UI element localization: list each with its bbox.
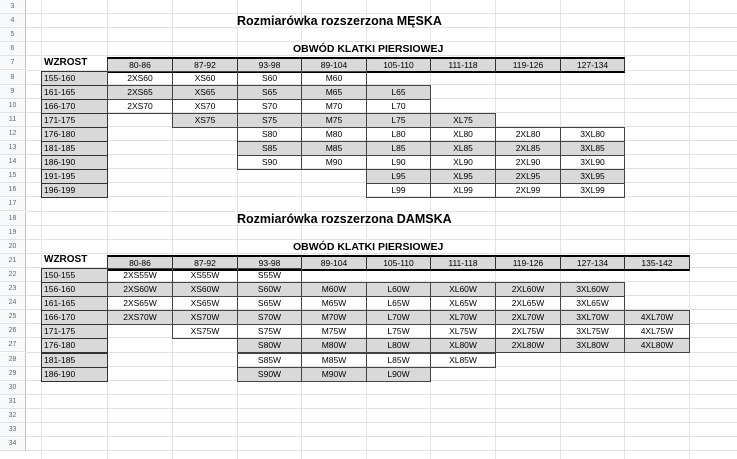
gridline-horizontal xyxy=(26,422,737,423)
women-chest-header: 93-98 xyxy=(237,255,302,271)
women-size-cell[interactable]: L65W xyxy=(366,296,431,311)
row-number[interactable]: 17 xyxy=(0,197,26,211)
women-size-cell[interactable]: M60W xyxy=(301,282,367,297)
men-size-cell[interactable]: S65 xyxy=(237,85,302,100)
women-size-cell[interactable]: 2XS65W xyxy=(107,296,173,311)
row-number[interactable]: 9 xyxy=(0,85,26,99)
men-chest-header: 127-134 xyxy=(560,57,625,73)
men-size-cell[interactable]: M60 xyxy=(301,71,367,86)
row-number[interactable]: 31 xyxy=(0,395,26,409)
men-size-cell[interactable]: M90 xyxy=(301,155,367,170)
row-number[interactable]: 27 xyxy=(0,338,26,352)
row-number[interactable]: 24 xyxy=(0,296,26,310)
women-height-cell: 156-160 xyxy=(41,282,108,297)
women-size-cell[interactable]: XL80W xyxy=(430,338,496,353)
women-size-cell[interactable]: XS60W xyxy=(172,282,238,297)
women-size-cell[interactable]: 3XL70W xyxy=(560,310,625,325)
men-size-cell[interactable]: S60 xyxy=(237,71,302,86)
women-size-cell[interactable]: 4XL80W xyxy=(624,338,690,353)
men-size-cell[interactable]: XL95 xyxy=(430,169,496,184)
women-height-label: WZROST xyxy=(44,254,88,266)
row-number[interactable]: 23 xyxy=(0,282,26,296)
men-size-cell[interactable]: XL99 xyxy=(430,183,496,198)
women-table-title: Rozmiarówka rozszerzona DAMSKA xyxy=(237,211,452,226)
men-chest-header: 89-104 xyxy=(301,57,367,73)
women-chest-header: 111-118 xyxy=(430,255,496,271)
men-size-cell[interactable]: 2XL90 xyxy=(495,155,561,170)
men-chest-header: 105-110 xyxy=(366,57,431,73)
women-chest-header: 135-142 xyxy=(624,255,690,271)
women-chest-header: 119-126 xyxy=(495,255,561,271)
men-height-cell: 161-165 xyxy=(41,85,108,100)
men-height-cell: 171-175 xyxy=(41,113,108,128)
women-height-cell: 171-175 xyxy=(41,324,108,339)
men-chest-header: 111-118 xyxy=(430,57,496,73)
row-number[interactable]: 6 xyxy=(0,42,26,56)
women-size-cell[interactable]: XL85W xyxy=(430,353,496,368)
men-size-cell[interactable]: L95 xyxy=(366,169,431,184)
women-size-cell[interactable]: S75W xyxy=(237,324,302,339)
row-number[interactable]: 8 xyxy=(0,71,26,85)
men-height-cell: 155-160 xyxy=(41,71,108,86)
men-size-cell[interactable]: 3XL99 xyxy=(560,183,625,198)
row-number[interactable]: 21 xyxy=(0,254,26,268)
men-size-cell[interactable]: 2XL85 xyxy=(495,141,561,156)
row-number[interactable]: 4 xyxy=(0,14,26,28)
men-size-cell[interactable]: XL90 xyxy=(430,155,496,170)
men-size-cell[interactable]: S70 xyxy=(237,99,302,114)
men-size-cell[interactable]: 2XL95 xyxy=(495,169,561,184)
women-chest-header: 127-134 xyxy=(560,255,625,271)
women-size-cell[interactable]: M80W xyxy=(301,338,367,353)
women-size-cell[interactable]: 3XL60W xyxy=(560,282,625,297)
men-height-cell: 186-190 xyxy=(41,155,108,170)
men-size-cell[interactable]: M80 xyxy=(301,127,367,142)
women-chest-header: 105-110 xyxy=(366,255,431,271)
women-size-cell[interactable]: 2XL65W xyxy=(495,296,561,311)
row-number[interactable]: 14 xyxy=(0,155,26,169)
women-size-cell[interactable]: XS65W xyxy=(172,296,238,311)
men-size-cell[interactable]: L90 xyxy=(366,155,431,170)
row-number[interactable]: 33 xyxy=(0,423,26,437)
row-number[interactable]: 12 xyxy=(0,127,26,141)
women-size-cell[interactable]: 4XL70W xyxy=(624,310,690,325)
row-number[interactable]: 10 xyxy=(0,99,26,113)
women-size-cell[interactable]: M85W xyxy=(301,353,367,368)
women-size-cell[interactable]: XL75W xyxy=(430,324,496,339)
women-size-cell[interactable]: M70W xyxy=(301,310,367,325)
men-size-cell[interactable]: L80 xyxy=(366,127,431,142)
men-size-cell[interactable]: 2XL99 xyxy=(495,183,561,198)
men-size-cell[interactable]: XL85 xyxy=(430,141,496,156)
men-size-cell[interactable]: S75 xyxy=(237,113,302,128)
men-size-cell[interactable]: M65 xyxy=(301,85,367,100)
women-chest-header: 89-104 xyxy=(301,255,367,271)
women-size-cell[interactable]: XS75W xyxy=(172,324,238,339)
men-size-cell[interactable]: 2XS65 xyxy=(107,85,173,100)
women-size-cell[interactable]: 2XL80W xyxy=(495,338,561,353)
women-size-cell[interactable]: XS55W xyxy=(172,268,238,283)
women-size-cell[interactable]: M75W xyxy=(301,324,367,339)
men-size-cell[interactable]: L70 xyxy=(366,99,431,114)
men-size-cell[interactable]: XL80 xyxy=(430,127,496,142)
men-height-cell: 166-170 xyxy=(41,99,108,114)
women-height-cell: 150-155 xyxy=(41,268,108,283)
row-number[interactable]: 16 xyxy=(0,183,26,197)
women-size-cell[interactable]: S90W xyxy=(237,367,302,382)
women-height-cell: 186-190 xyxy=(41,367,108,382)
men-size-cell[interactable]: 3XL85 xyxy=(560,141,625,156)
men-chest-header: 119-126 xyxy=(495,57,561,73)
row-number[interactable]: 26 xyxy=(0,324,26,338)
row-number[interactable]: 32 xyxy=(0,409,26,423)
women-chest-subtitle: OBWÓD KLATKI PIERSIOWEJ xyxy=(293,240,444,253)
men-height-cell: 191-195 xyxy=(41,169,108,184)
women-size-cell[interactable]: XL65W xyxy=(430,296,496,311)
row-number[interactable]: 11 xyxy=(0,113,26,127)
gridline-horizontal xyxy=(26,239,737,240)
women-size-cell[interactable]: 2XL75W xyxy=(495,324,561,339)
gridline-horizontal xyxy=(26,450,737,451)
men-size-cell[interactable]: 2XS70 xyxy=(107,99,173,114)
gridline-horizontal xyxy=(26,55,737,56)
women-size-cell[interactable]: L75W xyxy=(366,324,431,339)
gridline-horizontal xyxy=(26,436,737,437)
women-size-cell[interactable]: 4XL75W xyxy=(624,324,690,339)
women-size-cell[interactable]: S85W xyxy=(237,353,302,368)
row-number[interactable]: 22 xyxy=(0,268,26,282)
women-size-cell[interactable]: 2XL70W xyxy=(495,310,561,325)
men-chest-header: 87-92 xyxy=(172,57,238,73)
women-chest-header: 87-92 xyxy=(172,255,238,271)
women-size-cell[interactable]: S65W xyxy=(237,296,302,311)
women-size-cell[interactable]: 3XL65W xyxy=(560,296,625,311)
women-size-cell[interactable]: 2XS70W xyxy=(107,310,173,325)
men-size-cell[interactable]: S90 xyxy=(237,155,302,170)
men-height-cell: 196-199 xyxy=(41,183,108,198)
row-number[interactable]: 15 xyxy=(0,169,26,183)
women-size-cell[interactable]: L70W xyxy=(366,310,431,325)
men-size-cell[interactable]: M85 xyxy=(301,141,367,156)
row-number[interactable]: 25 xyxy=(0,310,26,324)
gridline-horizontal xyxy=(26,408,737,409)
women-size-cell[interactable]: 2XS55W xyxy=(107,268,173,283)
men-size-cell[interactable]: XS75 xyxy=(172,113,238,128)
women-height-cell: 176-180 xyxy=(41,338,108,353)
men-height-label: WZROST xyxy=(44,56,88,68)
women-size-cell[interactable]: S80W xyxy=(237,338,302,353)
men-size-cell[interactable]: 3XL80 xyxy=(560,127,625,142)
men-size-cell[interactable]: XS70 xyxy=(172,99,238,114)
men-size-cell[interactable]: S80 xyxy=(237,127,302,142)
men-size-cell[interactable]: S85 xyxy=(237,141,302,156)
women-size-cell[interactable]: S60W xyxy=(237,282,302,297)
women-size-cell[interactable]: L90W xyxy=(366,367,431,382)
row-number[interactable]: 13 xyxy=(0,141,26,155)
women-size-cell[interactable]: XS70W xyxy=(172,310,238,325)
women-size-cell[interactable]: L80W xyxy=(366,338,431,353)
row-number[interactable]: 3 xyxy=(0,0,26,14)
women-size-cell[interactable]: XL70W xyxy=(430,310,496,325)
women-height-cell: 166-170 xyxy=(41,310,108,325)
men-size-cell[interactable]: L75 xyxy=(366,113,431,128)
women-size-cell[interactable]: L85W xyxy=(366,353,431,368)
men-chest-header: 80-86 xyxy=(107,57,173,73)
row-number[interactable]: 29 xyxy=(0,367,26,381)
men-size-cell[interactable]: XS65 xyxy=(172,85,238,100)
row-number[interactable]: 5 xyxy=(0,28,26,42)
men-chest-header: 93-98 xyxy=(237,57,302,73)
women-size-cell[interactable]: 2XS60W xyxy=(107,282,173,297)
men-size-cell[interactable]: 2XL80 xyxy=(495,127,561,142)
women-size-cell[interactable]: S70W xyxy=(237,310,302,325)
women-size-cell[interactable]: L60W xyxy=(366,282,431,297)
men-size-cell[interactable]: M70 xyxy=(301,99,367,114)
gridline-horizontal xyxy=(26,394,737,395)
row-number[interactable]: 28 xyxy=(0,353,26,367)
men-size-cell[interactable]: L65 xyxy=(366,85,431,100)
women-size-cell[interactable]: XL60W xyxy=(430,282,496,297)
men-size-cell[interactable]: 2XS60 xyxy=(107,71,173,86)
men-size-cell[interactable]: XS60 xyxy=(172,71,238,86)
row-number[interactable]: 34 xyxy=(0,437,26,451)
row-number[interactable]: 20 xyxy=(0,240,26,254)
women-size-cell[interactable]: 3XL80W xyxy=(560,338,625,353)
women-size-cell[interactable]: 3XL75W xyxy=(560,324,625,339)
men-size-cell[interactable]: M75 xyxy=(301,113,367,128)
row-number[interactable]: 18 xyxy=(0,212,26,226)
men-height-cell: 176-180 xyxy=(41,127,108,142)
women-chest-header: 80-86 xyxy=(107,255,173,271)
men-size-cell[interactable]: 3XL90 xyxy=(560,155,625,170)
men-size-cell[interactable]: XL75 xyxy=(430,113,496,128)
women-size-cell[interactable]: M65W xyxy=(301,296,367,311)
row-number[interactable]: 19 xyxy=(0,226,26,240)
men-size-cell[interactable]: L85 xyxy=(366,141,431,156)
men-height-cell: 181-185 xyxy=(41,141,108,156)
women-size-cell[interactable]: S55W xyxy=(237,268,302,283)
men-size-cell[interactable]: L99 xyxy=(366,183,431,198)
women-height-cell: 161-165 xyxy=(41,296,108,311)
row-number[interactable]: 30 xyxy=(0,381,26,395)
women-size-cell[interactable]: M90W xyxy=(301,367,367,382)
men-chest-subtitle: OBWÓD KLATKI PIERSIOWEJ xyxy=(293,43,444,56)
men-table-title: Rozmiarówka rozszerzona MĘSKA xyxy=(237,14,442,29)
women-size-cell[interactable]: 2XL60W xyxy=(495,282,561,297)
women-height-cell: 181-185 xyxy=(41,353,108,368)
gridline-horizontal xyxy=(26,253,737,254)
row-number[interactable]: 7 xyxy=(0,56,26,70)
men-size-cell[interactable]: 3XL95 xyxy=(560,169,625,184)
